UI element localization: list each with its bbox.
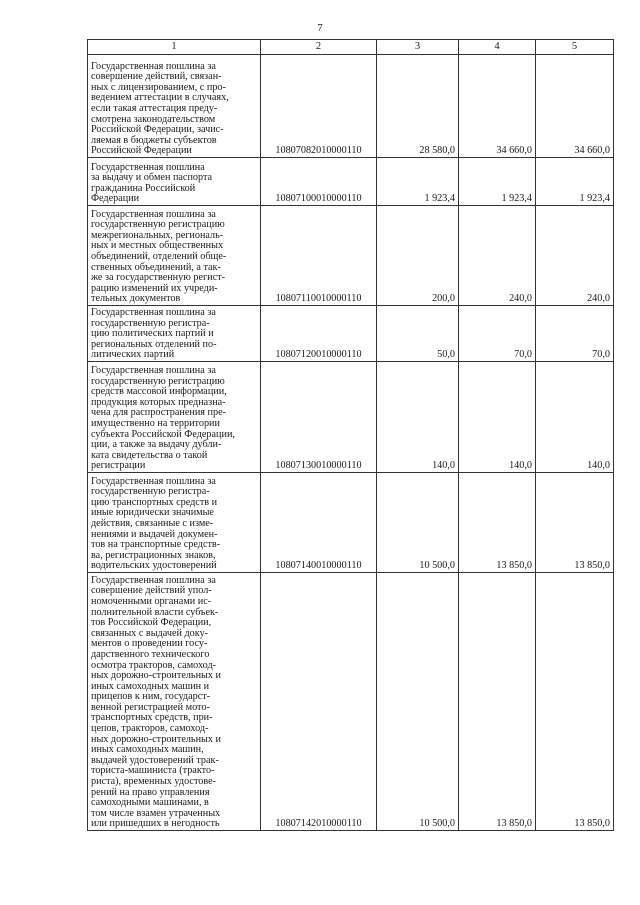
column-header: 1 [88,40,261,55]
table-row [88,55,614,158]
budget-code-cell: 10807100010000110 [261,158,377,206]
revenue-name-cell: Государственная пошлина за совершение действий, связан- ных с лицензированием, с про- ведением аттестации в случаях, если такая аттестация преду- смотрена законодательством Российской Федерации, зачис- ляемая в бюджеты субъектов Российской Федерации [88,55,261,158]
value-cell: 140,0 [536,362,614,473]
value-cell: 240,0 [459,206,536,306]
budget-code-cell: 10807130010000110 [261,362,377,473]
value-cell: 10 500,0 [377,473,459,573]
table-row [88,158,614,206]
value-cell: 1 923,4 [377,158,459,206]
table-row [88,206,614,306]
value-cell: 240,0 [536,206,614,306]
value-cell: 200,0 [377,206,459,306]
revenue-name-cell: Государственная пошлина за государственную регистрацию средств массовой информации, продукция которых предназна- чена для распространения пре- имущественно на территории субъекта Российской Федерации, ции, а также за выдачу дубли- ката свидетельства о такой регистрации [88,362,261,473]
value-cell: 34 660,0 [459,55,536,158]
budget-code-cell: 10807082010000110 [261,55,377,158]
revenue-name-cell: Государственная пошлина за государственную регистра- цию политических партий и региональных отделений по- литических партий [88,306,261,362]
column-header: 2 [261,40,377,55]
value-cell: 13 850,0 [459,473,536,573]
value-cell: 140,0 [377,362,459,473]
table-row [88,362,614,473]
value-cell: 10 500,0 [377,573,459,831]
budget-code-cell: 10807142010000110 [261,573,377,831]
value-cell: 1 923,4 [459,158,536,206]
value-cell: 13 850,0 [459,573,536,831]
table-body [88,55,614,831]
value-cell: 50,0 [377,306,459,362]
value-cell: 140,0 [459,362,536,473]
table-row [88,473,614,573]
value-cell: 13 850,0 [536,573,614,831]
revenue-name-cell: Государственная пошлина за государственную регистра- цию транспортных средств и иные юридически значимые действия, связанные с изме- нениями и выдачей докумен- тов на транспортные средств- ва, регистрационных знаков, водительских удостоверений [88,473,261,573]
table-row [88,573,614,831]
value-cell: 13 850,0 [536,473,614,573]
table-header-row [88,40,614,55]
column-header: 5 [536,40,614,55]
value-cell: 70,0 [536,306,614,362]
column-header: 4 [459,40,536,55]
budget-code-cell: 10807120010000110 [261,306,377,362]
page-number: 7 [317,22,323,34]
table-row [88,306,614,362]
value-cell: 1 923,4 [536,158,614,206]
revenue-name-cell: Государственная пошлина за выдачу и обмен паспорта гражданина Российской Федерации [88,158,261,206]
revenue-name-cell: Государственная пошлина за государственную регистрацию межрегиональных, региональ- ных и местных общественных объединений, отделений обще- ственных объединений, а так- же за государственную регист- рацию изменений их учреди- тельных документов [88,206,261,306]
column-header: 3 [377,40,459,55]
budget-code-cell: 10807110010000110 [261,206,377,306]
value-cell: 70,0 [459,306,536,362]
value-cell: 34 660,0 [536,55,614,158]
revenue-name-cell: Государственная пошлина за совершение действий упол- номоченными органами ис- полнительной власти субъек- тов Российской Федерации, связанных с выдачей доку- ментов о проведении госу- дарственного технического осмотра тракторов, самоход- ных дорожно-строительных и иных самоходных машин и прицепов к ним, государст- венной регистрацией мото- транспортных средств, при- цепов, тракторов, самоход- ных дорожно-строительных и иных самоходных машин, выдачей удостоверений трак- ториста-машиниста (тракто- риста), временных удостове- рений на право управления самоходными машинами, в том числе взамен утраченных или пришедших в негодность [88,573,261,831]
value-cell: 28 580,0 [377,55,459,158]
budget-code-cell: 10807140010000110 [261,473,377,573]
budget-revenue-table [87,39,614,831]
